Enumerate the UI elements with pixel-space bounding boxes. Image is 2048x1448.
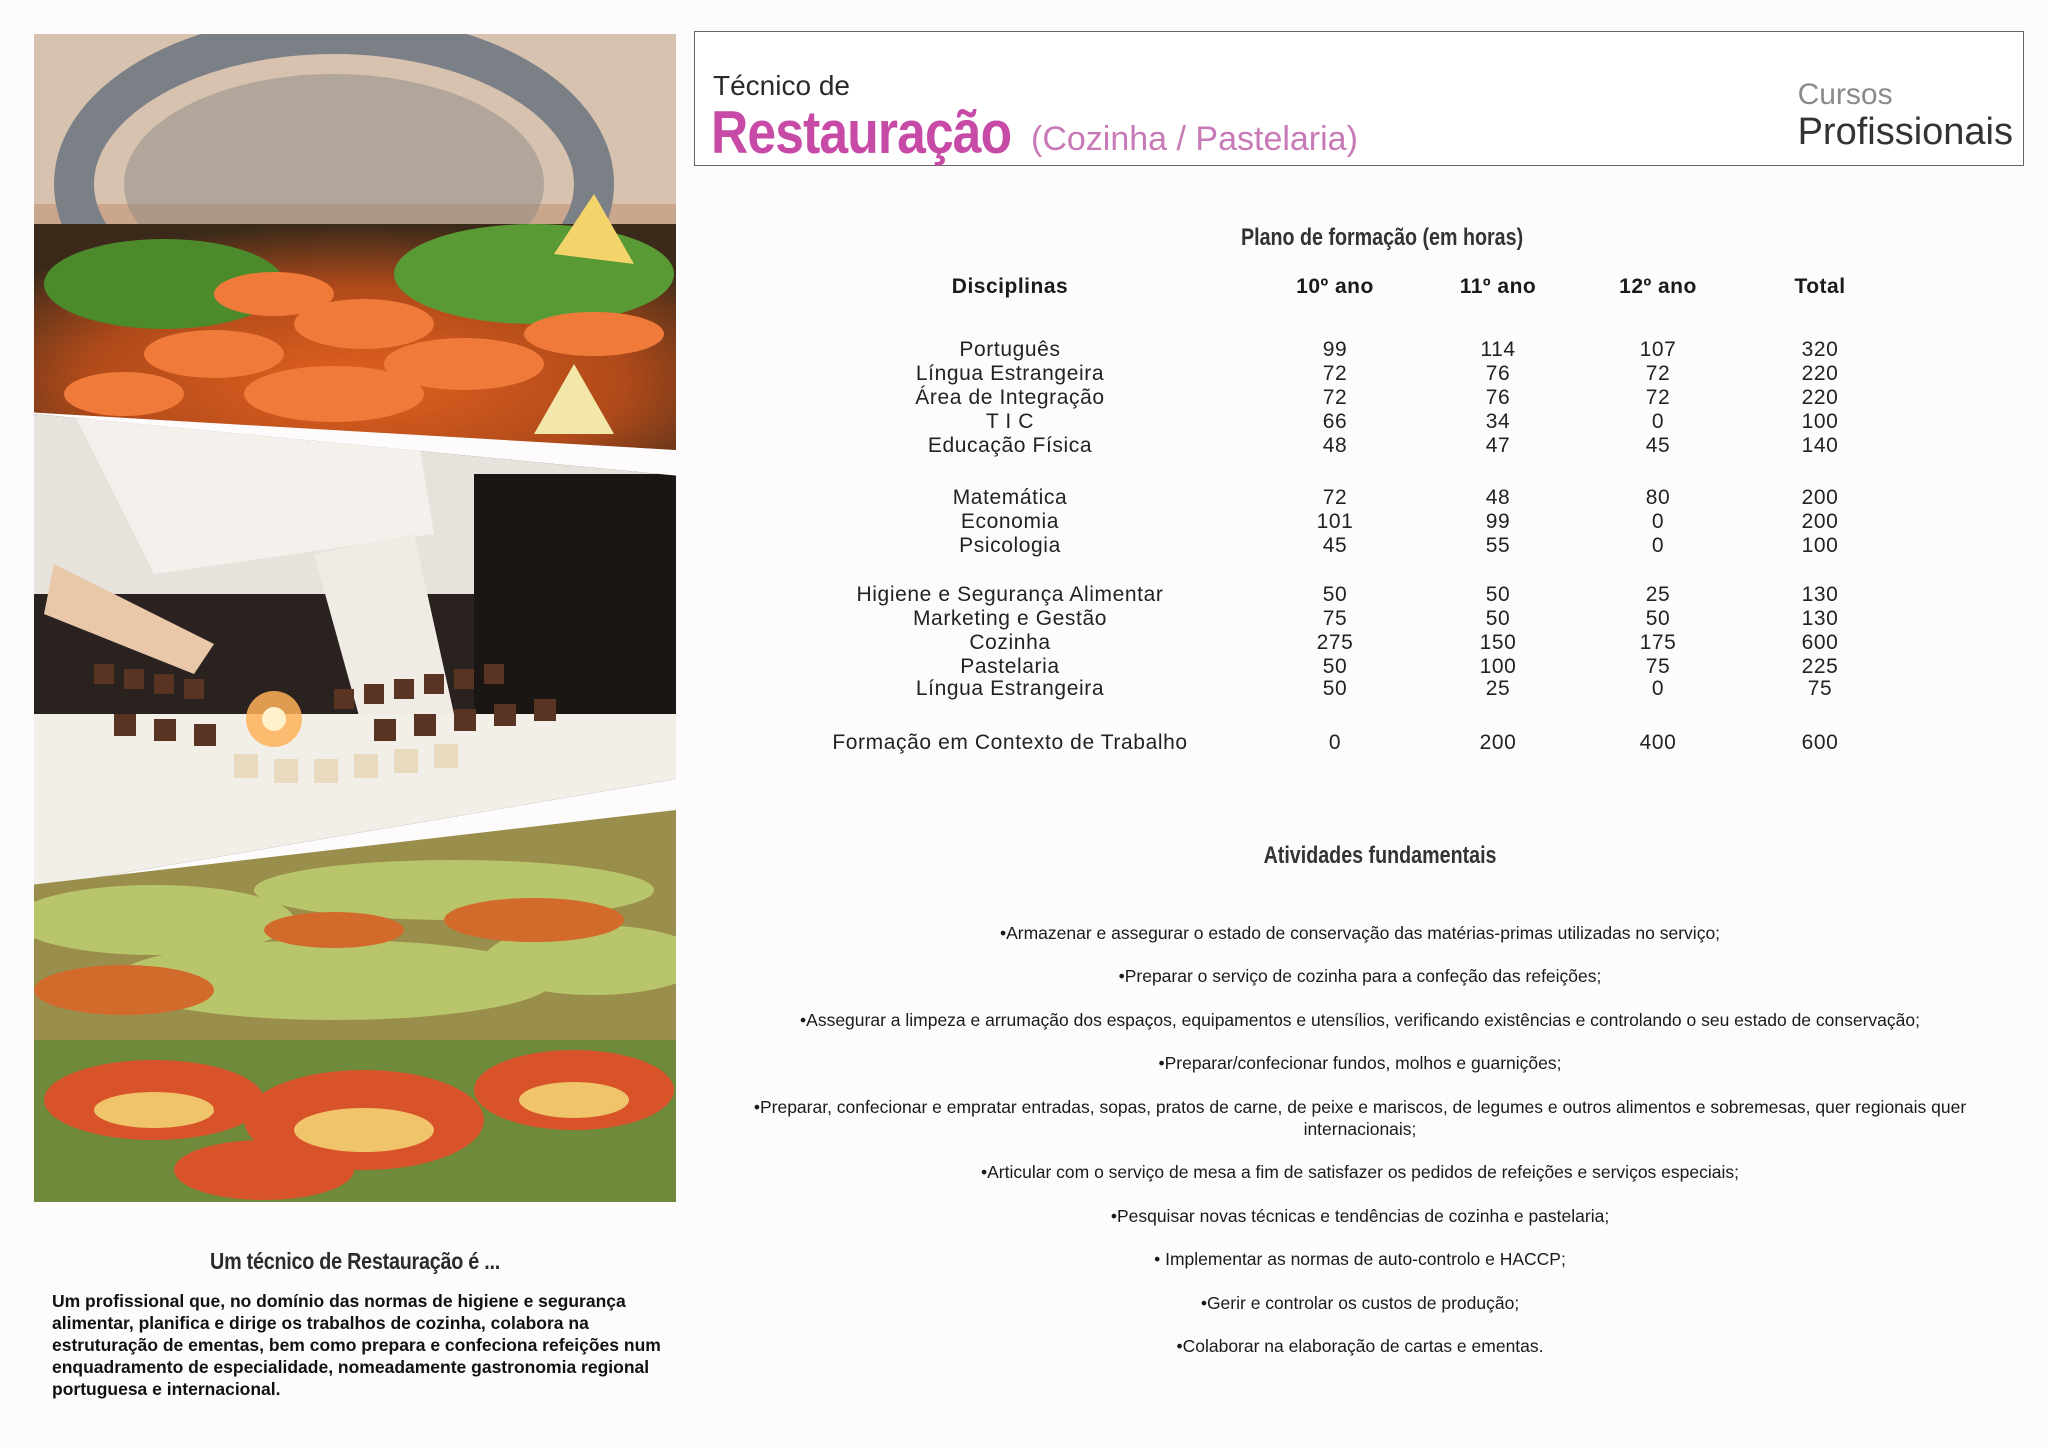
- total-cell: 75: [1807, 677, 1833, 700]
- activity-item: •Pesquisar novas técnicas e tendências de cozinha e pastelaria;: [1110, 1206, 1610, 1226]
- total-cell: 220: [1801, 386, 1839, 409]
- activity-item: •Preparar/confecionar fundos, molhos e guarnições;: [1158, 1053, 1562, 1073]
- year11-cell: 150: [1479, 631, 1517, 654]
- col-head-disciplinas: Disciplinas: [951, 275, 1069, 298]
- total-cell: 600: [1801, 631, 1839, 654]
- year11-cell: 48: [1485, 486, 1511, 509]
- year10-cell: 66: [1322, 410, 1348, 433]
- discipline-cell: Matemática: [952, 486, 1068, 509]
- year12-cell: 25: [1645, 583, 1671, 606]
- dessert-buffet-photo: [34, 414, 676, 888]
- year10-cell: 72: [1322, 386, 1348, 409]
- col-head-total: Total: [1794, 275, 1846, 298]
- discipline-cell: Pastelaria: [960, 655, 1060, 678]
- activity-item: •Armazenar e assegurar o estado de conservação das matérias-primas utilizadas no serviço;: [999, 923, 1721, 943]
- total-cell: 140: [1801, 434, 1839, 457]
- year12-cell: 75: [1645, 655, 1671, 678]
- total-cell: 220: [1801, 362, 1839, 385]
- year10-cell: 0: [1328, 731, 1342, 754]
- total-cell: 225: [1801, 655, 1839, 678]
- discipline-cell: Área de Integração: [915, 386, 1105, 409]
- year12-cell: 175: [1639, 631, 1677, 654]
- activity-item: •Preparar, confecionar e empratar entradas, sopas, pratos de carne, de peixe e mariscos, de legumes e outros alimentos e sobremesas, quer regionais quer internacionais;: [753, 1097, 1967, 1139]
- activities-title: Atividades fundamentais: [1263, 842, 1497, 869]
- year12-cell: 0: [1651, 534, 1665, 557]
- category-line-2: Profissionais: [1797, 111, 2013, 153]
- year10-cell: 50: [1322, 655, 1348, 678]
- discipline-cell: Economia: [960, 510, 1060, 533]
- total-cell: 200: [1801, 510, 1839, 533]
- plan-title: Plano de formação (em horas): [1240, 224, 1524, 251]
- left-heading: Um técnico de Restauração é ...: [210, 1248, 500, 1274]
- total-cell: 600: [1801, 731, 1839, 754]
- course-category: [1798, 78, 2013, 152]
- left-description: Um profissional que, no domínio das normas de higiene e segurança alimentar, planifica e dirige os trabalhos de cozinha, colabora na estruturação de ementas, bem como prepara e confeciona refeições num enquadramento de especialidade, nomeadamente gastronomia regional portuguesa e internacional.: [52, 1291, 661, 1399]
- year12-cell: 72: [1645, 362, 1671, 385]
- discipline-cell: Marketing e Gestão: [912, 607, 1108, 630]
- year10-cell: 72: [1322, 486, 1348, 509]
- year12-cell: 72: [1645, 386, 1671, 409]
- year12-cell: 45: [1645, 434, 1671, 457]
- year10-cell: 72: [1322, 362, 1348, 385]
- discipline-cell: Educação Física: [927, 434, 1093, 457]
- year10-cell: 45: [1322, 534, 1348, 557]
- year11-cell: 25: [1485, 677, 1511, 700]
- discipline-cell: Psicologia: [959, 534, 1061, 557]
- year10-cell: 75: [1322, 607, 1348, 630]
- year12-cell: 0: [1651, 510, 1665, 533]
- year10-cell: 275: [1316, 631, 1354, 654]
- total-cell: 100: [1801, 534, 1839, 557]
- course-title-prefix: Técnico de: [713, 70, 850, 101]
- seafood-basket-photo: [34, 34, 676, 450]
- year11-cell: 114: [1480, 338, 1516, 361]
- year11-cell: 47: [1485, 434, 1511, 457]
- year11-cell: 34: [1485, 410, 1511, 433]
- year10-cell: 50: [1322, 583, 1348, 606]
- activity-item: •Preparar o serviço de cozinha para a confeção das refeições;: [1118, 966, 1602, 986]
- total-cell: 320: [1801, 338, 1839, 361]
- year10-cell: 101: [1316, 510, 1354, 533]
- total-cell: 100: [1801, 410, 1839, 433]
- year11-cell: 50: [1485, 583, 1511, 606]
- year11-cell: 99: [1485, 510, 1511, 533]
- col-head-12-ano: 12º ano: [1619, 275, 1697, 298]
- total-cell: 200: [1801, 486, 1839, 509]
- total-cell: 130: [1801, 607, 1839, 630]
- year12-cell: 107: [1639, 338, 1677, 361]
- year11-cell: 76: [1485, 386, 1511, 409]
- year10-cell: 99: [1322, 338, 1348, 361]
- year11-cell: 200: [1479, 731, 1517, 754]
- discipline-cell: Língua Estrangeira: [915, 677, 1105, 700]
- year12-cell: 0: [1651, 410, 1665, 433]
- discipline-cell: Higiene e Segurança Alimentar: [856, 583, 1164, 606]
- discipline-cell: Português: [959, 338, 1061, 361]
- course-subtitle: (Cozinha / Pastelaria): [1031, 120, 1358, 158]
- year12-cell: 400: [1639, 731, 1677, 754]
- year12-cell: 50: [1645, 607, 1671, 630]
- year11-cell: 100: [1479, 655, 1517, 678]
- course-header: [694, 31, 2024, 166]
- activity-item: • Implementar as normas de auto-controlo e HACCP;: [1154, 1249, 1566, 1269]
- activity-item: •Colaborar na elaboração de cartas e ementas.: [1176, 1336, 1544, 1356]
- year11-cell: 50: [1485, 607, 1511, 630]
- category-line-1: Cursos: [1797, 78, 1893, 111]
- activity-item: •Gerir e controlar os custos de produção;: [1200, 1293, 1520, 1313]
- total-cell: 130: [1801, 583, 1839, 606]
- course-title: Restauração: [711, 99, 1012, 166]
- col-head-10-ano: 10º ano: [1296, 275, 1374, 298]
- year10-cell: 50: [1322, 677, 1348, 700]
- discipline-cell: Língua Estrangeira: [915, 362, 1105, 385]
- col-head-11-ano: 11º ano: [1459, 275, 1537, 298]
- discipline-cell: T I C: [985, 410, 1035, 433]
- year11-cell: 55: [1485, 534, 1511, 557]
- activity-item: •Assegurar a limpeza e arrumação dos espaços, equipamentos e utensílios, verificando existências e controlando o seu estado de conservação;: [800, 1010, 1920, 1030]
- year10-cell: 48: [1322, 434, 1348, 457]
- discipline-cell: Formação em Contexto de Trabalho: [832, 731, 1188, 754]
- year12-cell: 80: [1645, 486, 1671, 509]
- discipline-cell: Cozinha: [969, 631, 1051, 654]
- year12-cell: 0: [1651, 677, 1665, 700]
- year11-cell: 76: [1485, 362, 1511, 385]
- activity-item: •Articular com o serviço de mesa a fim de satisfazer os pedidos de refeições e serviços especiais;: [981, 1162, 1739, 1182]
